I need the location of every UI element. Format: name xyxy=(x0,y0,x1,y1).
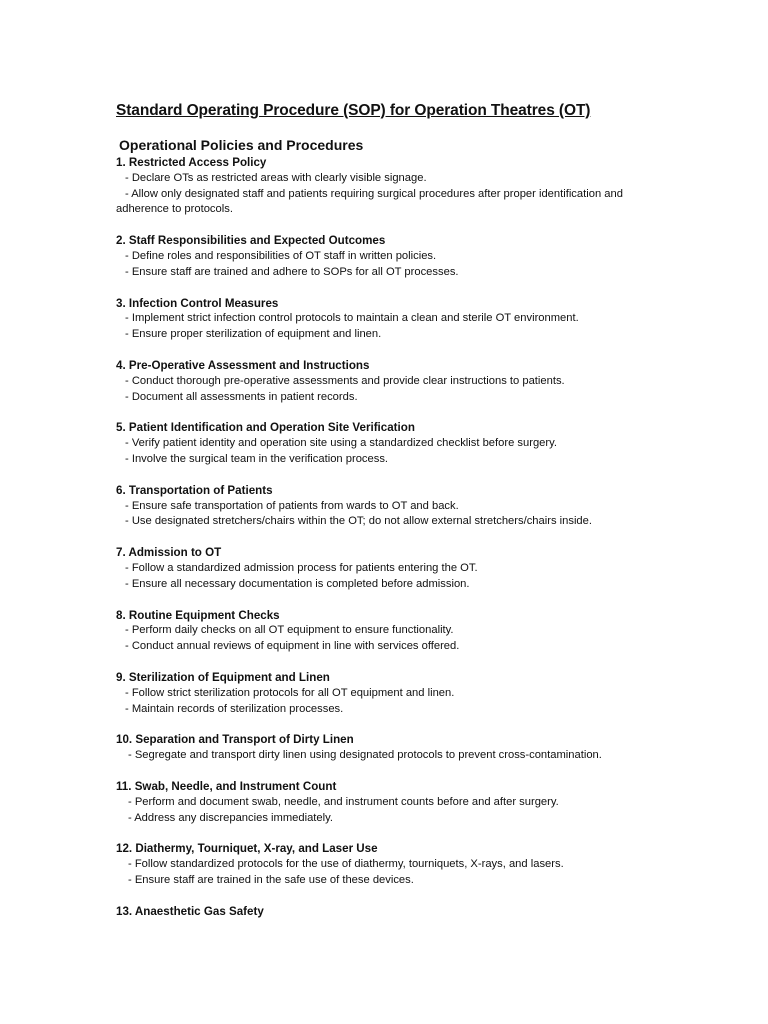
section-item: - Perform and document swab, needle, and instrument counts before and after surgery. xyxy=(128,795,559,808)
section-heading: 1. Restricted Access Policy xyxy=(116,156,267,169)
section-item: - Ensure staff are trained and adhere to SOPs for all OT processes. xyxy=(125,265,459,278)
section-heading: 13. Anaesthetic Gas Safety xyxy=(116,904,264,918)
section-heading: 9. Sterilization of Equipment and Linen xyxy=(116,670,330,684)
section-item: - Document all assessments in patient records. xyxy=(125,390,358,403)
section-item: - Ensure all necessary documentation is completed before admission. xyxy=(125,577,470,590)
section-item: - Conduct thorough pre-operative assessments and provide clear instructions to patients. xyxy=(125,374,565,387)
section-subheading: Operational Policies and Procedures xyxy=(119,137,364,153)
sop-section-13 xyxy=(116,904,676,920)
section-heading: 5. Patient Identification and Operation Site Verification xyxy=(116,421,415,435)
section-heading: 2. Staff Responsibilities and Expected Outcomes xyxy=(116,234,386,248)
section-item: - Use designated stretchers/chairs within the OT; do not allow external stretchers/chairs inside. xyxy=(125,515,592,528)
section-item: - Involve the surgical team in the verification process. xyxy=(125,452,389,465)
section-heading: 6. Transportation of Patients xyxy=(116,483,273,497)
section-item: - Segregate and transport dirty linen using designated protocols to prevent cross-contamination. xyxy=(128,749,602,762)
section-item: - Conduct annual reviews of equipment in line with services offered. xyxy=(125,640,460,653)
section-item: - Ensure staff are trained in the safe use of these devices. xyxy=(128,873,414,886)
document-page xyxy=(116,100,676,919)
sop-section-4 xyxy=(116,358,676,405)
sop-section-10 xyxy=(116,732,676,764)
section-item: - Implement strict infection control protocols to maintain a clean and sterile OT environment. xyxy=(125,312,579,325)
sop-sections xyxy=(116,155,676,919)
sop-section-3 xyxy=(116,296,676,343)
section-item: - Address any discrepancies immediately. xyxy=(128,811,333,824)
section-item: - Follow strict sterilization protocols for all OT equipment and linen. xyxy=(125,686,455,699)
sop-section-9 xyxy=(116,670,676,717)
sop-section-2 xyxy=(116,233,676,280)
sop-section-7 xyxy=(116,545,676,592)
section-heading: 8. Routine Equipment Checks xyxy=(116,608,280,622)
section-item: - Verify patient identity and operation site using a standardized checklist before surgery. xyxy=(125,437,557,450)
section-item: - Allow only designated staff and patients requiring surgical procedures after proper identification and adherence to protocols. xyxy=(116,187,623,216)
section-item: - Declare OTs as restricted areas with clearly visible signage. xyxy=(125,171,427,184)
section-item: - Ensure safe transportation of patients from wards to OT and back. xyxy=(125,499,459,512)
section-heading: 4. Pre-Operative Assessment and Instructions xyxy=(116,358,370,372)
section-item: - Define roles and responsibilities of OT staff in written policies. xyxy=(125,249,437,262)
sop-section-12 xyxy=(116,841,676,888)
section-item: - Follow a standardized admission process for patients entering the OT. xyxy=(125,561,478,574)
document-title: Standard Operating Procedure (SOP) for Operation Theatres (OT) xyxy=(116,102,591,119)
sop-section-6 xyxy=(116,483,676,530)
section-item: - Follow standardized protocols for the use of diathermy, tourniquets, X-rays, and lasers. xyxy=(128,858,564,871)
section-heading: 3. Infection Control Measures xyxy=(116,296,279,310)
sop-section-8 xyxy=(116,608,676,655)
section-heading: 12. Diathermy, Tourniquet, X-ray, and Laser Use xyxy=(116,842,378,856)
sop-section-5 xyxy=(116,420,676,467)
section-item: - Maintain records of sterilization processes. xyxy=(125,702,344,715)
section-heading: 7. Admission to OT xyxy=(116,546,222,560)
section-heading: 11. Swab, Needle, and Instrument Count xyxy=(116,779,337,793)
sop-section-1 xyxy=(116,155,676,218)
section-heading: 10. Separation and Transport of Dirty Linen xyxy=(116,733,354,747)
section-item: - Ensure proper sterilization of equipment and linen. xyxy=(125,328,382,341)
sop-section-11 xyxy=(116,779,676,826)
section-item: - Perform daily checks on all OT equipment to ensure functionality. xyxy=(125,624,454,637)
